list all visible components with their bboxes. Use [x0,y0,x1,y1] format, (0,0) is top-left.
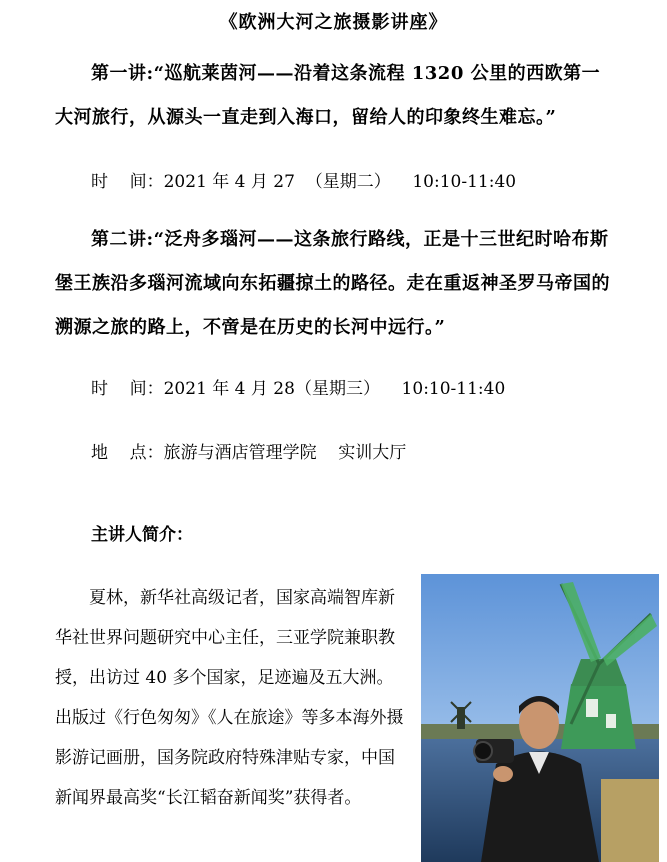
speaker-photo [421,574,659,862]
lecture-location: 地 点：旅游与酒店管理学院 实训大厅 [91,443,407,463]
speaker-heading: 主讲人简介： [91,525,193,545]
lecture-1-time: 时 间：2021 年 4 月 27 （星期二） 10:10-11:40 [91,172,517,192]
lecture-1-description: 第一讲:“巡航莱茵河——沿着这条流程 1320 公里的西欧第一大河旅行，从源头一直走到入海口，留给人的印象终生难忘。” [55,63,601,128]
document-title: 《欧洲大河之旅摄影讲座》 [219,12,448,33]
lecture-2-description: 第二讲:“泛舟多瑙河——这条旅行路线，正是十三世纪时哈布斯堡王族沿多瑙河流域向东拓疆掠土的路径。走在重返神圣罗马帝国的溯源之旅的路上，不啻是在历史的长河中远行。” [55,229,610,338]
speaker-bio: 夏林，新华社高级记者，国家高端智库新华社世界问题研究中心主任，三亚学院兼职教授，出访过 40 多个国家，足迹遍及五大洲。出版过《行色匆匆》《人在旅途》等多本海外摄影游记画册，国务院政府特殊津贴专家，中国新闻界最高奖“长江韬奋新闻奖”获得者。 [55,588,404,808]
lecture-2-time: 时 间：2021 年 4 月 28（星期三） 10:10-11:40 [91,379,506,399]
